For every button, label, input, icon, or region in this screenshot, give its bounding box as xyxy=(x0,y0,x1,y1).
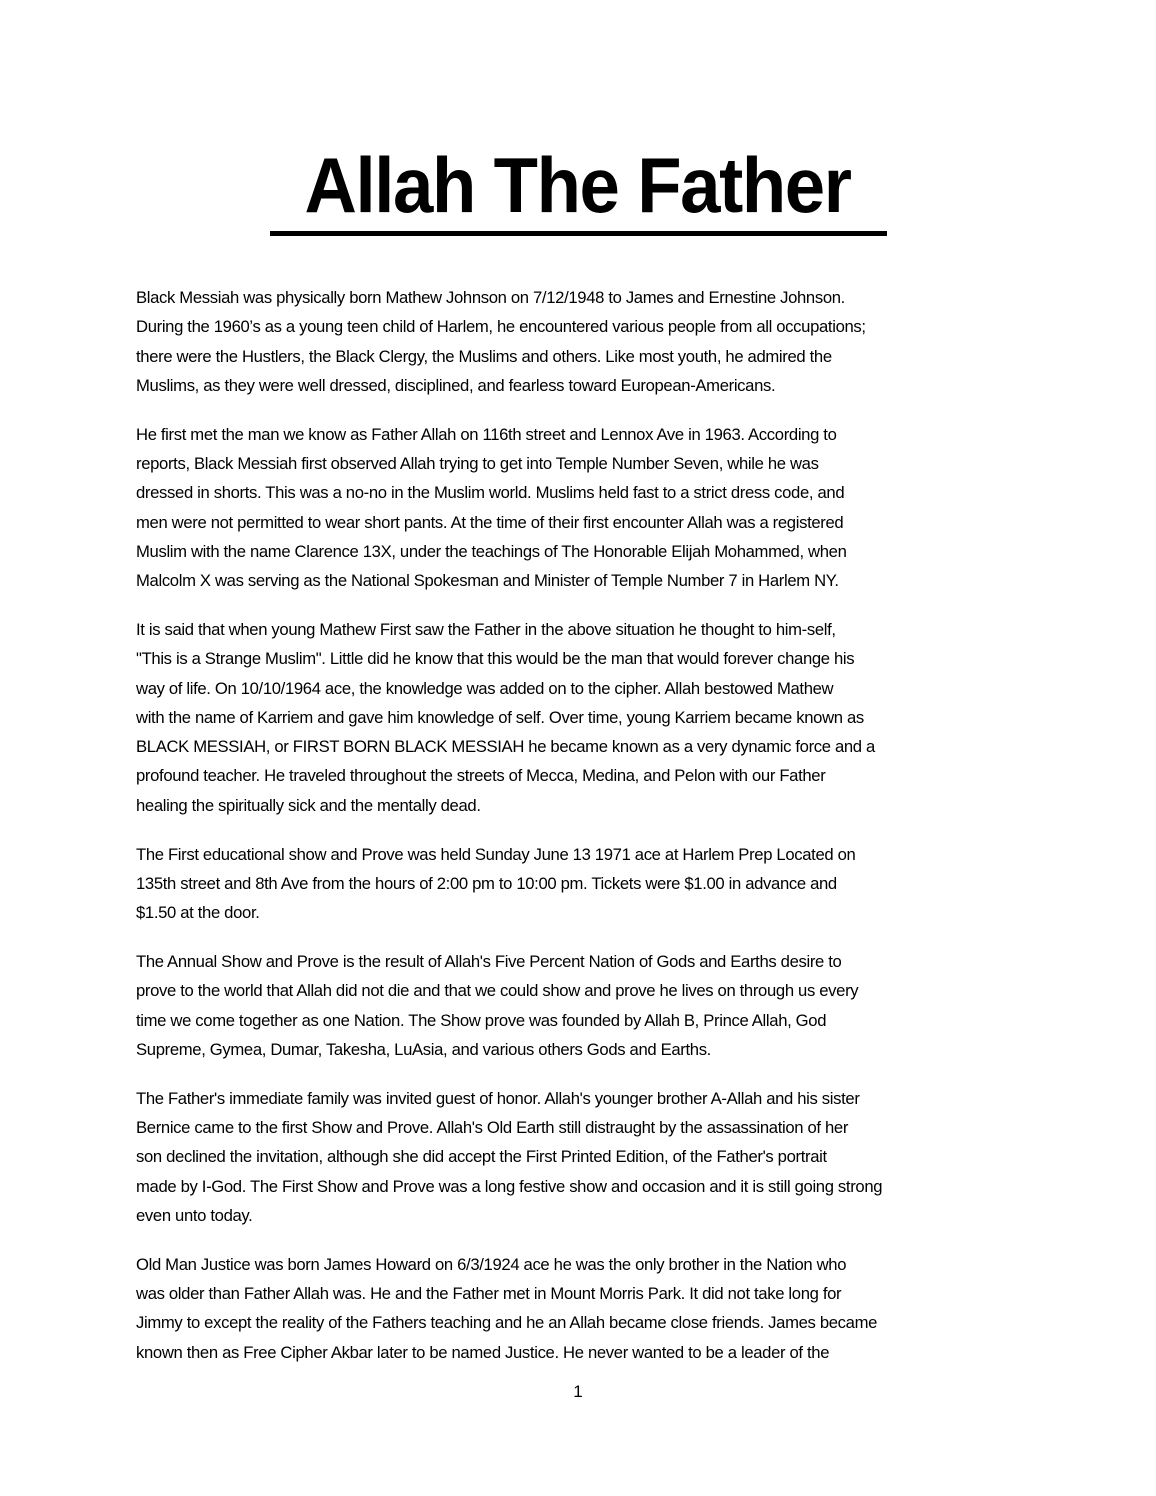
text-line: son declined the invitation, although she did accept the First Printed Edition, of the Father's portrait xyxy=(136,1147,827,1167)
paragraph-4 xyxy=(136,840,1036,928)
text-line: "This is a Strange Muslim". Little did he know that this would be the man that would forever change his xyxy=(136,649,855,669)
document-title xyxy=(0,140,1156,230)
text-line: healing the spiritually sick and the mentally dead. xyxy=(136,795,481,815)
text-line: It is said that when young Mathew First saw the Father in the above situation he thought to him-self, xyxy=(136,619,836,639)
text-line: Old Man Justice was born James Howard on 6/3/1924 ace he was the only brother in the Nation who xyxy=(136,1254,847,1274)
paragraph-5 xyxy=(136,947,1036,1064)
text-line: 135th street and 8th Ave from the hours of 2:00 pm to 10:00 pm. Tickets were $1.00 in advance and xyxy=(136,873,837,893)
text-line: The First educational show and Prove was held Sunday June 13 1971 ace at Harlem Prep Located on xyxy=(136,844,856,864)
text-line: Jimmy to except the reality of the Fathers teaching and he an Allah became close friends. James became xyxy=(136,1313,878,1333)
text-line: with the name of Karriem and gave him knowledge of self. Over time, young Karriem became known as xyxy=(136,707,864,727)
text-line: The Annual Show and Prove is the result of Allah's Five Percent Nation of Gods and Earths desire to xyxy=(136,951,842,971)
document-body xyxy=(136,283,1036,1386)
text-line: The Father's immediate family was invited guest of honor. Allah's younger brother A-Allah and his sister xyxy=(136,1088,860,1108)
text-line: Malcolm X was serving as the National Spokesman and Minister of Temple Number 7 in Harlem NY. xyxy=(136,571,839,591)
text-line: was older than Father Allah was. He and the Father met in Mount Morris Park. It did not take long for xyxy=(136,1283,842,1303)
text-line: During the 1960’s as a young teen child of Harlem, he encountered various people from all occupations; xyxy=(136,317,866,337)
page-number: 1 xyxy=(573,1382,583,1401)
text-line: profound teacher. He traveled throughout the streets of Mecca, Medina, and Pelon with our Father xyxy=(136,766,826,786)
title-underline xyxy=(270,231,887,236)
text-line: $1.50 at the door. xyxy=(136,903,260,923)
text-line: even unto today. xyxy=(136,1205,253,1225)
document-title-text: Allah The Father xyxy=(305,141,851,229)
text-line: there were the Hustlers, the Black Clergy, the Muslims and others. Like most youth, he admired the xyxy=(136,346,832,366)
text-line: dressed in shorts. This was a no-no in the Muslim world. Muslims held fast to a strict dress code, and xyxy=(136,483,845,503)
text-line: way of life. On 10/10/1964 ace, the knowledge was added on to the cipher. Allah bestowed Mathew xyxy=(136,678,834,698)
paragraph-3 xyxy=(136,615,1036,820)
text-line: Muslim with the name Clarence 13X, under the teachings of The Honorable Elijah Mohammed, when xyxy=(136,541,847,561)
text-line: time we come together as one Nation. The Show prove was founded by Allah B, Prince Allah, God xyxy=(136,1010,827,1030)
paragraph-6 xyxy=(136,1084,1036,1230)
text-line: made by I-God. The First Show and Prove was a long festive show and occasion and it is still going strong xyxy=(136,1176,883,1196)
paragraph-1 xyxy=(136,283,1036,400)
text-line: men were not permitted to wear short pants. At the time of their first encounter Allah was a registered xyxy=(136,512,844,532)
text-line: Supreme, Gymea, Dumar, Takesha, LuAsia, and various others Gods and Earths. xyxy=(136,1039,711,1059)
text-line: BLACK MESSIAH, or FIRST BORN BLACK MESSIAH he became known as a very dynamic force and a xyxy=(136,737,875,757)
paragraph-2 xyxy=(136,420,1036,596)
text-line: Black Messiah was physically born Mathew Johnson on 7/12/1948 to James and Ernestine Johnson. xyxy=(136,288,845,307)
text-line: prove to the world that Allah did not die and that we could show and prove he lives on through us every xyxy=(136,981,859,1001)
text-line: reports, Black Messiah first observed Allah trying to get into Temple Number Seven, while he was xyxy=(136,453,819,473)
text-line: He first met the man we know as Father Allah on 116th street and Lennox Ave in 1963. According to xyxy=(136,424,837,444)
paragraph-7 xyxy=(136,1250,1036,1367)
text-line: Bernice came to the first Show and Prove. Allah's Old Earth still distraught by the assassination of her xyxy=(136,1117,849,1137)
text-line: Muslims, as they were well dressed, disciplined, and fearless toward European-Americans. xyxy=(136,375,776,395)
text-line: known then as Free Cipher Akbar later to be named Justice. He never wanted to be a leader of the xyxy=(136,1342,830,1362)
